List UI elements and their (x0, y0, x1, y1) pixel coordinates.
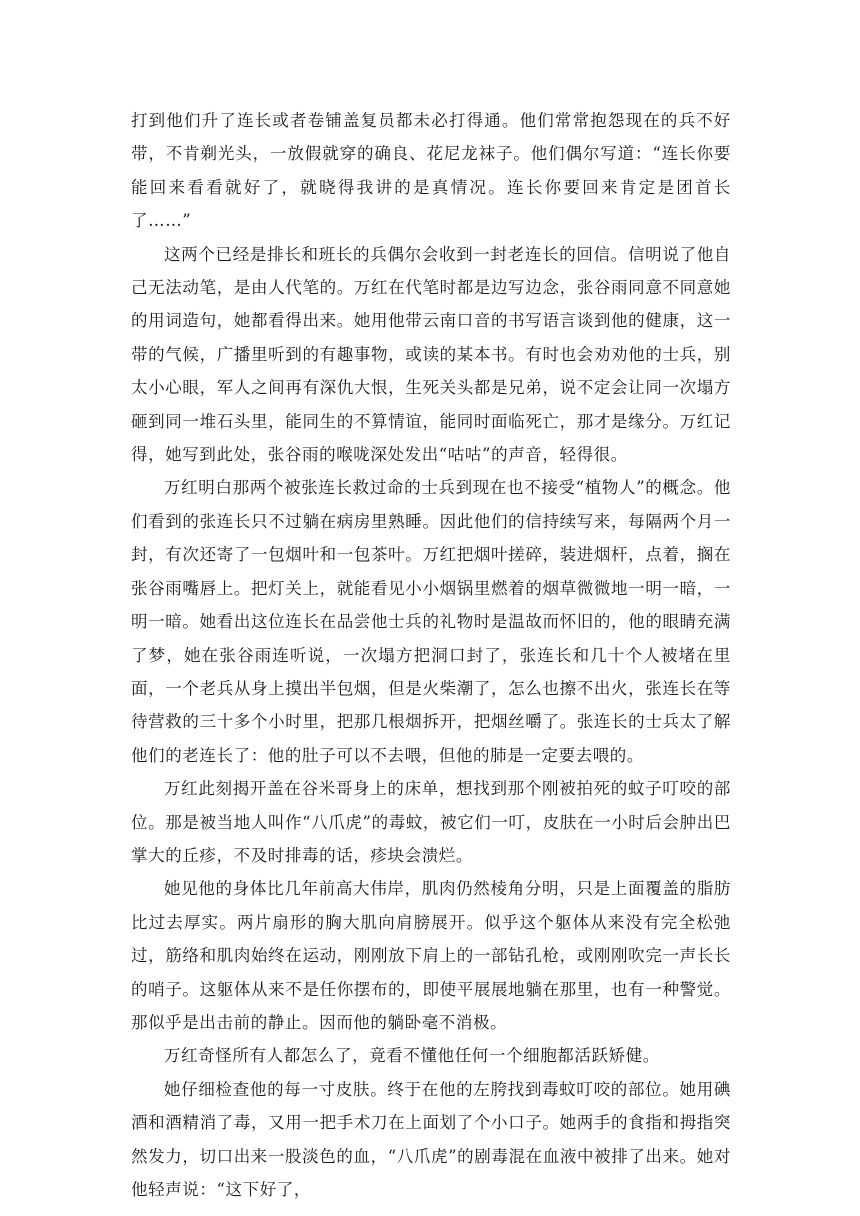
paragraph-1: 打到他们升了连长或者卷铺盖复员都未必打得通。他们常常抱怨现在的兵不好带，不肯剃光头，一放假就穿的确良、花尼龙袜子。他们偶尔写道：“连长你要能回来看看就好了，就晓得我讲的是真情况。连长你要回来肯定是团首长了……” (131, 111, 731, 231)
paragraph-6: 万红奇怪所有人都怎么了，竟看不懂他任何一个细胞都活跃矫健。 (164, 1046, 660, 1066)
paragraph-7: 她仔细检查他的每一寸皮肤。终于在他的左胯找到毒蚊叮咬的部位。她用碘酒和酒精消了毒，又用一把手术刀在上面划了个小口子。她两手的食指和拇指突然发力，切口出来一股淡色的血，“八爪虎”的剧毒混在血液中被排了出来。她对他轻声说：“这下好了， (131, 1079, 731, 1199)
document-body (131, 104, 731, 1206)
paragraph-4: 万红此刻揭开盖在谷米哥身上的床单，想找到那个刚被拍死的蚊子叮咬的部位。那是被当地人叫作“八爪虎”的毒蚊，被它们一叮，皮肤在一小时后会肿出巴掌大的丘疹，不及时排毒的话，疹块会溃烂。 (131, 779, 731, 865)
paragraph-5: 她见他的身体比几年前高大伟岸，肌肉仍然棱角分明，只是上面覆盖的脂肪比过去厚实。两片扇形的胸大肌向肩膀展开。似乎这个躯体从来没有完全松弛过，筋络和肌肉始终在运动，刚刚放下肩上的一部钻孔枪，或刚刚吹完一声长长的哨子。这躯体从来不是任你摆布的，即使平展展地躺在那里，也有一种警觉。那似乎是出击前的静止。因而他的躺卧毫不消极。 (131, 879, 731, 1032)
paragraph-2: 这两个已经是排长和班长的兵偶尔会收到一封老连长的回信。信明说了他自己无法动笔，是由人代笔的。万红在代笔时都是边写边念，张谷雨同意不同意她的用词造句，她都看得出来。她用他带云南口音的书写语言谈到他的健康，这一带的气候，广播里听到的有趣事物，或读的某本书。有时也会劝劝他的士兵，别太小心眼，军人之间再有深仇大恨，生死关头都是兄弟，说不定会让同一次塌方砸到同一堆石头里，能同生的不算情谊，能同时面临死亡，那才是缘分。万红记得，她写到此处，张谷雨的喉咙深处发出“咕咕”的声音，轻得很。 (131, 244, 731, 465)
paragraph-3: 万红明白那两个被张连长救过命的士兵到现在也不接受“植物人”的概念。他们看到的张连长只不过躺在病房里熟睡。因此他们的信持续写来，每隔两个月一封，有次还寄了一包烟叶和一包茶叶。万红把烟叶搓碎，装进烟杆，点着，搁在张谷雨嘴唇上。把灯关上，就能看见小小烟锅里燃着的烟草微微地一明一暗，一明一暗。她看出这位连长在品尝他士兵的礼物时是温故而怀旧的，他的眼睛充满了梦，她在张谷雨连听说，一次塌方把洞口封了，张连长和几十个人被堵在里面，一个老兵从身上摸出半包烟，但是火柴潮了，怎么也擦不出火，张连长在等待营救的三十多个小时里，把那几根烟拆开，把烟丝嚼了。张连长的士兵太了解他们的老连长了：他的肚子可以不去喂，但他的肺是一定要去喂的。 (131, 478, 731, 765)
